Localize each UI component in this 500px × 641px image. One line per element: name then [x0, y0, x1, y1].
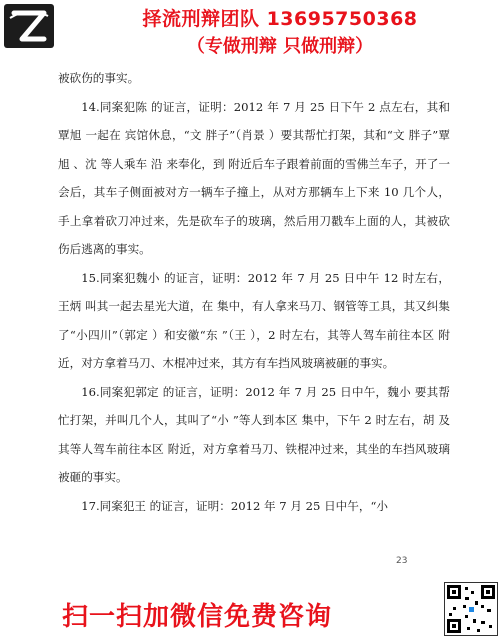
paragraph-continuation: 被砍伤的事实。 [58, 71, 140, 85]
paragraph-15: 15.同案犯魏小 的证言，证明：2012 年 7 月 25 日中午 12 时左右，王炳 叫其一起去星光大道，在 集中，有人拿来马刀、钢管等工具，其又纠集了“小四川”（郭定 ）和安徽“东 ”（王 ），2 时左右，其等人驾车前往本区 附近，对方拿着马刀、木棍冲过来，其方有车挡风玻璃被砸的事实。 [58, 270, 450, 370]
header-phone-title: 择流刑辩团队 13695750368 [142, 8, 418, 30]
paragraph-17: 17.同案犯王 的证言，证明：2012 年 7 月 25 日中午，“小 [81, 498, 388, 513]
paragraph-14: 14.同案犯陈 的证言，证明：2012 年 7 月 25 日下午 2 点左右，其和覃旭 一起在 宾馆休息，“文 胖子”（肖景 ）要其帮忙打架，其和“文 胖子”覃旭 、沈 等人乘车 沿 来奉化，到 附近后车子跟着前面的雪佛兰车子，开了一会后，其车子侧面被对方一辆车子撞上，从对方那辆车上下来 10 几个人，手上拿着砍刀冲过来，先是砍车子的玻璃，然后用刀戳车上面的人，其被砍伤后逃离的事实。 [58, 99, 450, 256]
qr-code-icon[interactable] [444, 582, 498, 636]
page-number: 23 [396, 556, 408, 566]
document-body [58, 64, 450, 520]
paragraph-16: 16.同案犯郭定 的证言，证明：2012 年 7 月 25 日中午，魏小 要其帮忙打架，并叫几个人，其叫了“小 ”等人到本区 集中，下午 2 时左右，胡 及其等人驾车前往本区 附近，对方拿着马刀、铁棍冲过来，其坐的车挡风玻璃被砸的事实。 [58, 384, 450, 484]
header-subtitle: （专做刑辩 只做刑辩） [186, 36, 374, 57]
footer-banner: 扫一扫加微信免费咨询 [62, 602, 333, 632]
logo-icon [4, 4, 54, 48]
